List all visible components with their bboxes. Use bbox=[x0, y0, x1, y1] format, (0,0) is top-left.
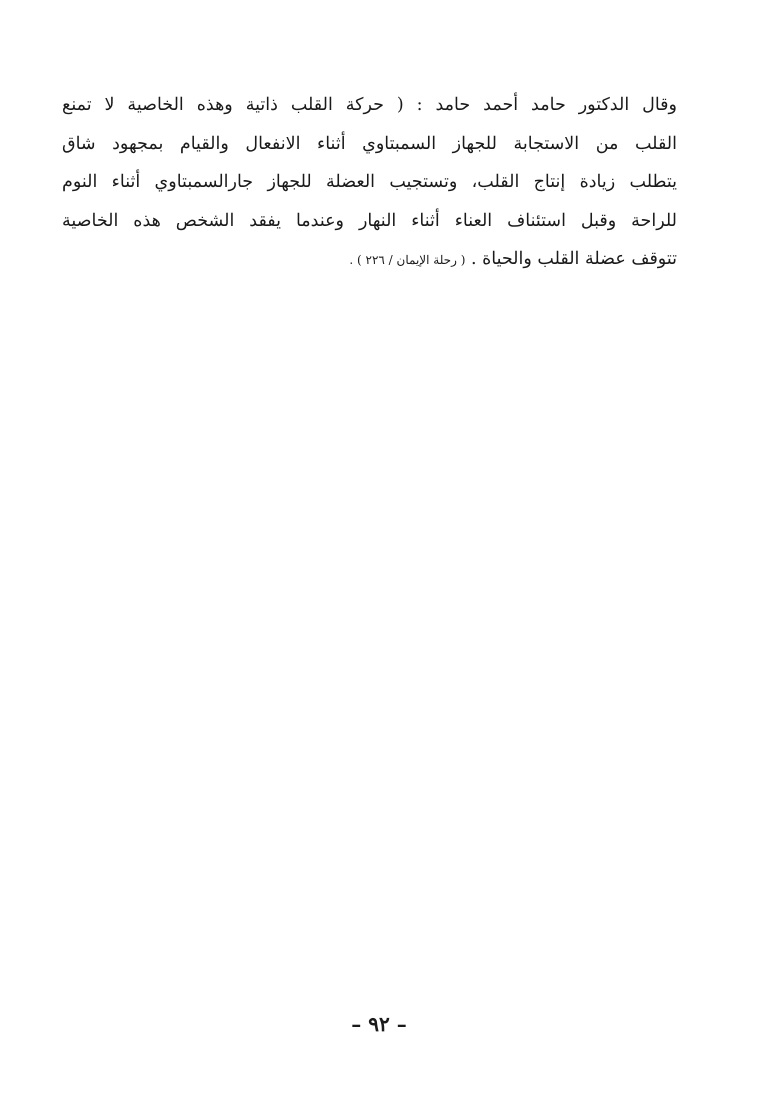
paragraph-line-4: للراحة وقبل استئناف العناء أثناء النهار وعندما يفقد الشخص هذه الخاصية bbox=[62, 210, 677, 231]
source-citation: ( رحلة الإيمان / ٢٢٦ ) . bbox=[349, 253, 466, 267]
page-number: – ٩٢ – bbox=[351, 1012, 407, 1036]
paragraph-last-line-text: تتوقف عضلة القلب والحياة . bbox=[470, 249, 677, 269]
paragraph-line-3: يتطلب زيادة إنتاج القلب، وتستجيب العضلة للجهاز جارالسمبتاوي أثناء النوم bbox=[62, 172, 677, 192]
paragraph-line-2: القلب من الاستجابة للجهاز السمبتاوي أثناء الانفعال والقيام بمجهود شاق bbox=[62, 133, 677, 154]
paragraph-line-5 bbox=[62, 240, 677, 279]
quoted-paragraph bbox=[62, 86, 677, 279]
paragraph-line-1: وقال الدكتور حامد أحمد حامد : ( حركة القلب ذاتية وهذه الخاصية لا تمنع bbox=[62, 95, 677, 115]
